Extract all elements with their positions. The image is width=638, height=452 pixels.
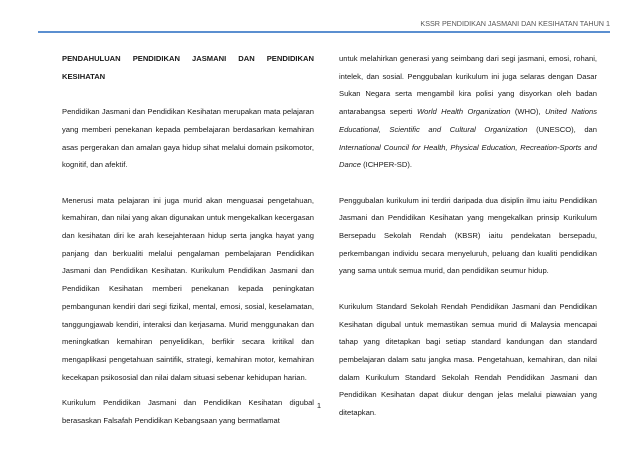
paragraph: Menerusi mata pelajaran ini juga murid akan menguasai pengetahuan, kemahiran, dan nilai yang akan digunakan untuk mengekalkan kecergasan dan kesihatan diri ke arah kesejahteraan hidup serta jangka hayat yang panjang dan berkualiti melalui pengalaman pembelajaran Pendidikan Jasmani dan Pendidikan Kesihatan. Kurikulum Pendidikan Jasmani dan Pendidikan Kesihatan memberi penekanan kepada peningkatan pembangunan kendiri dari segi fizikal, mental, emosi, sosial, keselamatan, tanggungjawab kendiri, interaksi dan kerjasama. Murid menggunakan dan meningkatkan kemahiran penyelidikan, berfikir secara kritikal dan mengaplikasi pengetahuan saintifik, strategi, kemahiran motor, kemahiran kecekapan psikososial dan nilai dalam situasi sebenar kehidupan harian. — [62, 195, 314, 382]
section-heading: PENDAHULUAN PENDIDIKAN JASMANI DAN PENDIDIKAN KESIHATAN — [62, 54, 314, 81]
paragraph: Kurikulum Standard Sekolah Rendah Pendidikan Jasmani dan Pendidikan Kesihatan digubal untuk memastikan semua murid di Malaysia mencapai tahap yang ditetapkan bagi setiap standard kandungan dan standard pembelajaran dalam satu jangka masa. Pengetahuan, kemahiran, dan nilai dalam Kurikulum Standard Sekolah Rendah Pendidikan Jasmani dan Pendidikan Kesihatan dapat diukur dengan jelas melalui piawaian yang ditetapkan. — [339, 301, 597, 418]
text-run: (UNESCO), dan — [527, 124, 598, 134]
paragraph: Kurikulum Pendidikan Jasmani dan Pendidikan Kesihatan digubal berasaskan Falsafah Pendidikan Kebangsaan yang bermatlamat — [62, 398, 314, 426]
text-run: (ICHPER-SD). — [360, 160, 412, 170]
left-column — [62, 50, 314, 447]
running-title: KSSR PENDIDIKAN JASMANI DAN KESIHATAN TAHUN 1 — [420, 19, 610, 28]
paragraph — [339, 50, 597, 174]
running-header — [38, 19, 610, 33]
organization-name-unesco: United Nations Educational, Scientific and Cultural Organization — [339, 107, 597, 134]
paragraph: Penggubalan kurikulum ini terdiri daripada dua disiplin ilmu iaitu Pendidikan Jasmani dan Pendidikan Kesihatan yang mengekalkan prinsip Kurikulum Bersepadu Sekolah Rendah (KBSR) iaitu pendekatan bersepadu, perkembangan individu secara menyeluruh, peluang dan kualiti pendidikan yang sama untuk semua murid, dan pendidikan seumur hidup. — [339, 195, 597, 276]
text-run: untuk melahirkan generasi yang seimbang dari segi jasmani, emosi, rohani, intelek, dan sosial. Penggubalan kurikulum ini juga selaras dengan Dasar Sukan Negara serta mengambil kira polisi yang disyorkan oleh badan antarabangsa seperti — [339, 54, 597, 117]
text-run: (WHO), — [510, 107, 545, 117]
paragraph: Pendidikan Jasmani dan Pendidikan Kesihatan merupakan mata pelajaran yang memberi penekanan kepada pembelajaran berdasarkan kemahiran asas pergerakan dan amalan gaya hidup sihat melalui domain psikomotor, kognitif, dan afektif. — [62, 107, 314, 170]
organization-name-who: World Health Organization — [416, 107, 511, 117]
organization-name-ichper: International Council for Health, Physical Education, Recreation-Sports and Dance — [339, 142, 597, 170]
page-number: 1 — [316, 401, 322, 410]
right-column — [339, 50, 597, 439]
